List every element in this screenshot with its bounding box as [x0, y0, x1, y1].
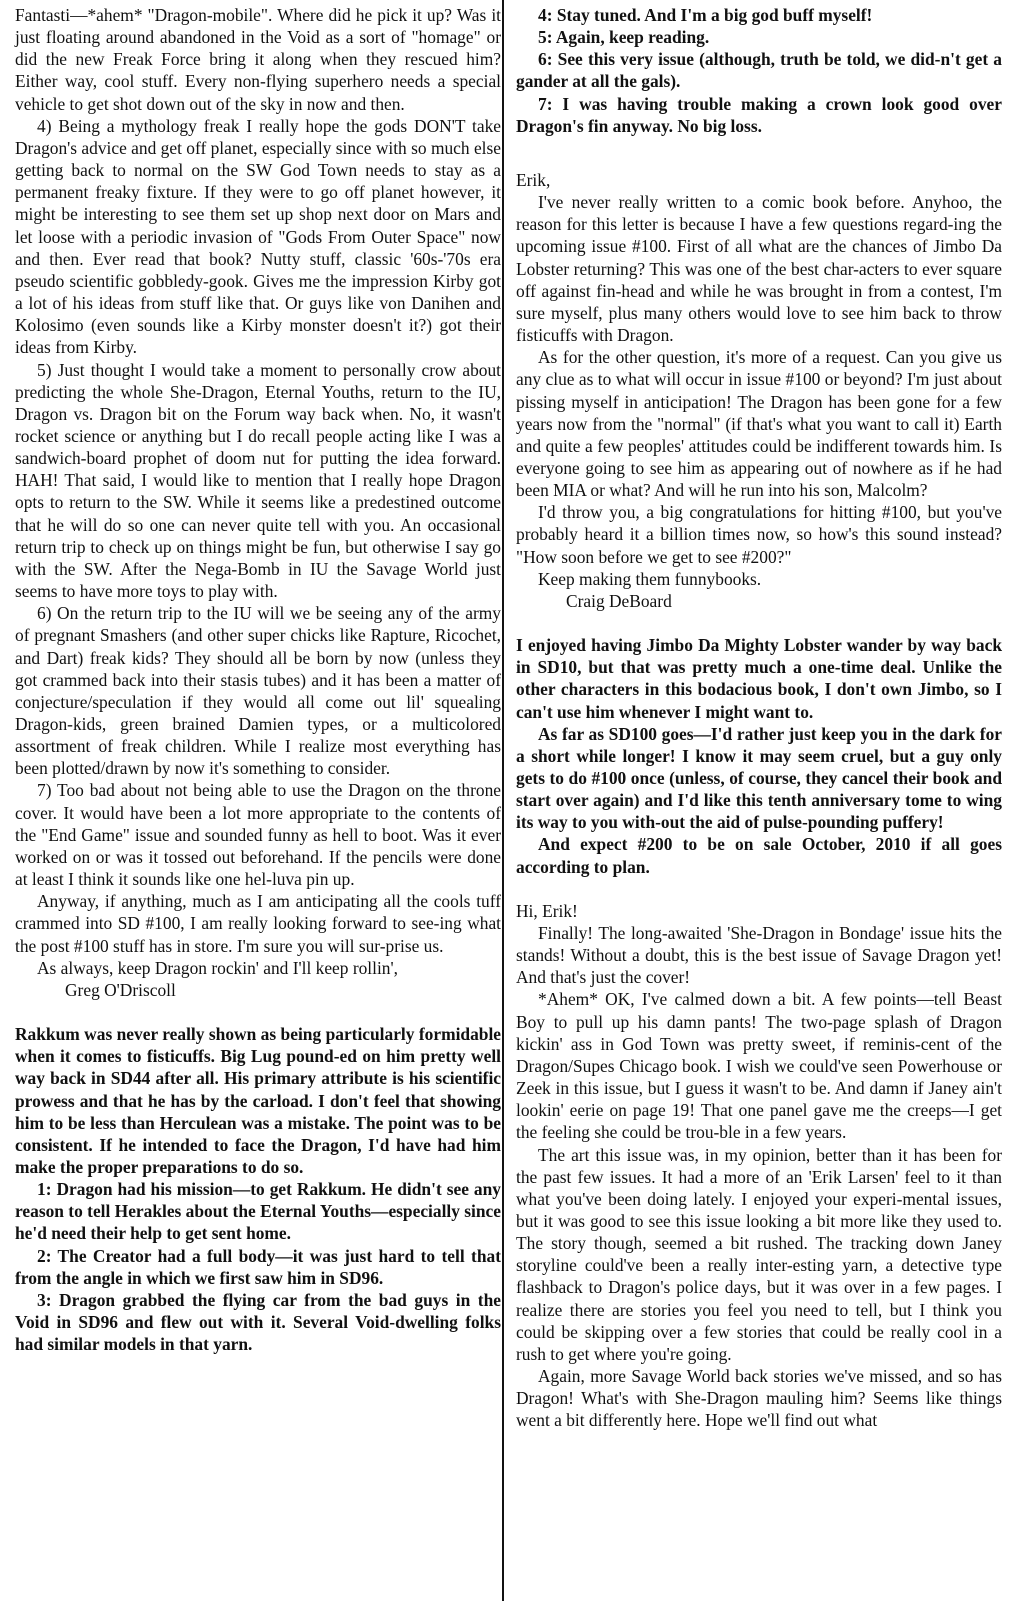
letter-paragraph: 6) On the return trip to the IU will we be seeing any of the army of pregnant Smashers (and other super chicks like Rapture, Ricochet, and Dart) freak kids? They should all be born by now (unless they got crammed back into their stasis tubes) and it has been a matter of conjecture/speculation if they would all come out lil' squealing Dragon-kids, green brained Damien types, or a multicolored assortment of freak children. While I realize most everything has been plotted/drawn by now it's something to consider. — [15, 603, 501, 779]
reply-paragraph: 2: The Creator had a full body—it was just hard to tell that from the angle in which we first saw him in SD96. — [15, 1245, 501, 1288]
letter-paragraph: I'd throw you, a big congratulations for hitting #100, but you've probably heard it a billion times now, so how's this sound instead? "How soon before we get to see #200?" — [516, 502, 1002, 567]
section-spacer — [516, 612, 1002, 634]
reply-paragraph: 4: Stay tuned. And I'm a big god buff myself! — [538, 5, 873, 25]
letter-paragraph: Keep making them funnybooks. — [538, 568, 762, 589]
right-column — [516, 4, 1002, 1432]
letter-paragraph: 5) Just thought I would take a moment to personally crow about predicting the whole She-Dragon, Eternal Youths, return to the IU, Dragon vs. Dragon bit on the Forum way back when. No, it wasn't rocket science or anything but I do recall people acting like I was a sandwich-board prophet of doom nut for putting the idea forward. HAH! That said, I would like to mention that I really hope Dragon opts to return to the SW. While it seems like a predestined outcome that he will do so one can never quite tell with you. An occasional return trip to check up on things might be fun, but otherwise I say go with the SW. After the Nega-Bomb in IU the Savage World just seems to have more toys to play with. — [15, 359, 501, 602]
letter-signature: Greg O'Driscoll — [65, 979, 176, 1000]
letter-salutation: Erik, — [516, 169, 551, 190]
letter-paragraph: Again, more Savage World back stories we've missed, and so has Dragon! What's with She-Dragon mauling him? Seems like things went a bit differently here. Hope we'll find out what — [516, 1366, 1002, 1431]
left-column — [15, 4, 501, 1355]
reply-paragraph: As far as SD100 goes—I'd rather just keep you in the dark for a short while longer! I know it may seem cruel, but a guy only gets to do #100 once (unless, of course, they cancel their book and start over again) and I'd like this tenth anniversary tome to wing its way to you with-out the aid of pulse-pounding puffery! — [516, 723, 1002, 833]
letter-paragraph: *Ahem* OK, I've calmed down a bit. A few points—tell Beast Boy to pull up his damn pants! The two-page splash of Dragon kickin' ass in God Town was pretty sweet, if reminis-cent of the Dragon/Supes Chicago book. I wish we could've seen Powerhouse or Zeek in this issue, but I guess it wasn't to be. And damn if Janey ain't lookin' eerie on page 19! That one panel gave me the creeps—I get the feeling she could be trou-ble in a few years. — [516, 989, 1002, 1143]
letter-paragraph: 7) Too bad about not being able to use the Dragon on the throne cover. It would have been a lot more appropriate to the contents of the "End Game" issue and sounded funny as hell to boot. Was it ever worked on or was it tossed out beforehand. If the pencils were done at least I think it sounds like one hel-luva pin up. — [15, 780, 501, 890]
section-spacer — [516, 137, 1002, 159]
letter-signature: Craig DeBoard — [566, 590, 672, 611]
letter-paragraph: As always, keep Dragon rockin' and I'll keep rollin', — [37, 957, 398, 978]
letter-paragraph: Fantasti—*ahem* "Dragon-mobile". Where did he pick it up? Was it just floating around abandoned in the Void as a sort of "homage" or did the new Freak Force bring it along when they rescued him? Either way, cool stuff. Every non-flying superhero needs a special vehicle to get shot down out of the sky in now and then. — [15, 5, 501, 114]
letter-paragraph: Anyway, if anything, much as I am anticipating all the cools tuff crammed into SD #100, I am really looking forward to see-ing what the post #100 stuff has in store. I'm sure you will sur-prise us. — [15, 891, 501, 956]
reply-paragraph: And expect #200 to be on sale October, 2010 if all goes according to plan. — [516, 834, 1002, 877]
reply-paragraph: 7: I was having trouble making a crown look good over Dragon's fin anyway. No big loss. — [516, 93, 1002, 136]
letter-paragraph: As for the other question, it's more of a request. Can you give us any clue as to what will occur in issue #100 or beyond? I'm just about pissing myself in anticipation! The Dragon has been gone for a few years now from the "normal" (if that's what you want to call it) Earth and quite a few peoples' attitudes could be indifferent towards him. Is everyone going to see him as appearing out of nowhere as if he had been MIA or what? And will he run into his son, Malcolm? — [516, 347, 1002, 501]
reply-paragraph: 3: Dragon grabbed the flying car from the bad guys in the Void in SD96 and flew out with it. Several Void-dwelling folks had similar models in that yarn. — [15, 1289, 501, 1355]
section-spacer — [15, 1001, 501, 1023]
letter-paragraph: 4) Being a mythology freak I really hope the gods DON'T take Dragon's advice and get off planet, especially since with so much else getting back to normal on the SW God Town needs to stay as a permanent freaky fixture. If they were to go off planet however, it might be interesting to see them set up shop next door on Mars and let loose with a periodic invasion of "Gods From Outer Space" now and then. Ever read that book? Nutty stuff, classic '60s-'70s era pseudo scientific gobbledy-gook. Gives me the impression Kirby got a lot of his ideas from stuff like that. Or guys like von Danihen and Kolosimo (even sounds like a Kirby monster doesn't it?) got their ideas from Kirby. — [15, 115, 501, 358]
letter-salutation: Hi, Erik! — [516, 900, 578, 921]
letter-paragraph: I've never really written to a comic book before. Anyhoo, the reason for this letter is because I have a few questions regard-ing the upcoming issue #100. First of all what are the chances of Jimbo Da Lobster returning? This was one of the best char-acters to ever square off against fin-head and while he was brought in from a contest, I'm sure myself, plus many others would love to see him back to throw fisticuffs with Dragon. — [516, 192, 1002, 346]
reply-paragraph: 1: Dragon had his mission—to get Rakkum. He didn't see any reason to tell Herakles about the Eternal Youths—especially since he'd need their help to get sent home. — [15, 1179, 501, 1244]
section-spacer — [516, 159, 1002, 169]
letter-paragraph: The art this issue was, in my opinion, better than it has been for the past few issues. It had a more of an 'Erik Larsen' feel to it than what you've been doing lately. I enjoyed your experi-mental issues, but it was good to see this issue looking a bit more like they used to. The story though, seemed a bit rushed. The tracking down Janey storyline could've been a really inter-esting yarn, a detective type flashback to Dragon's police days, but it was over in a few pages. I realize there are stories you feel you need to tell, but I think you could be skipping over a few stories that could be really cool in a rush to get where you're going. — [516, 1144, 1002, 1364]
letter-paragraph: Finally! The long-awaited 'She-Dragon in Bondage' issue hits the stands! Without a doubt, this is the best issue of Savage Dragon yet! And that's just the cover! — [516, 922, 1002, 988]
section-spacer — [516, 878, 1002, 900]
reply-paragraph: 5: Again, keep reading. — [538, 27, 710, 48]
column-divider — [502, 0, 504, 1601]
reply-paragraph: I enjoyed having Jimbo Da Mighty Lobster wander by way back in SD10, but that was pretty much a one-time deal. Unlike the other characters in this bodacious book, I don't own Jimbo, so I can't use him whenever I might want to. — [516, 635, 1002, 722]
reply-paragraph: 6: See this very issue (although, truth be told, we did-n't get a gander at all the gals). — [516, 49, 1002, 92]
reply-paragraph: Rakkum was never really shown as being particularly formidable when it comes to fisticuffs. Big Lug pound-ed on him pretty well way back in SD44 after all. His primary attribute is his scientific prowess and that he has by the carload. I don't feel that showing him to be less than Herculean was a mistake. The point was to be consistent. If he intended to face the Dragon, I'd have had him make the proper preparations to do so. — [15, 1024, 501, 1177]
